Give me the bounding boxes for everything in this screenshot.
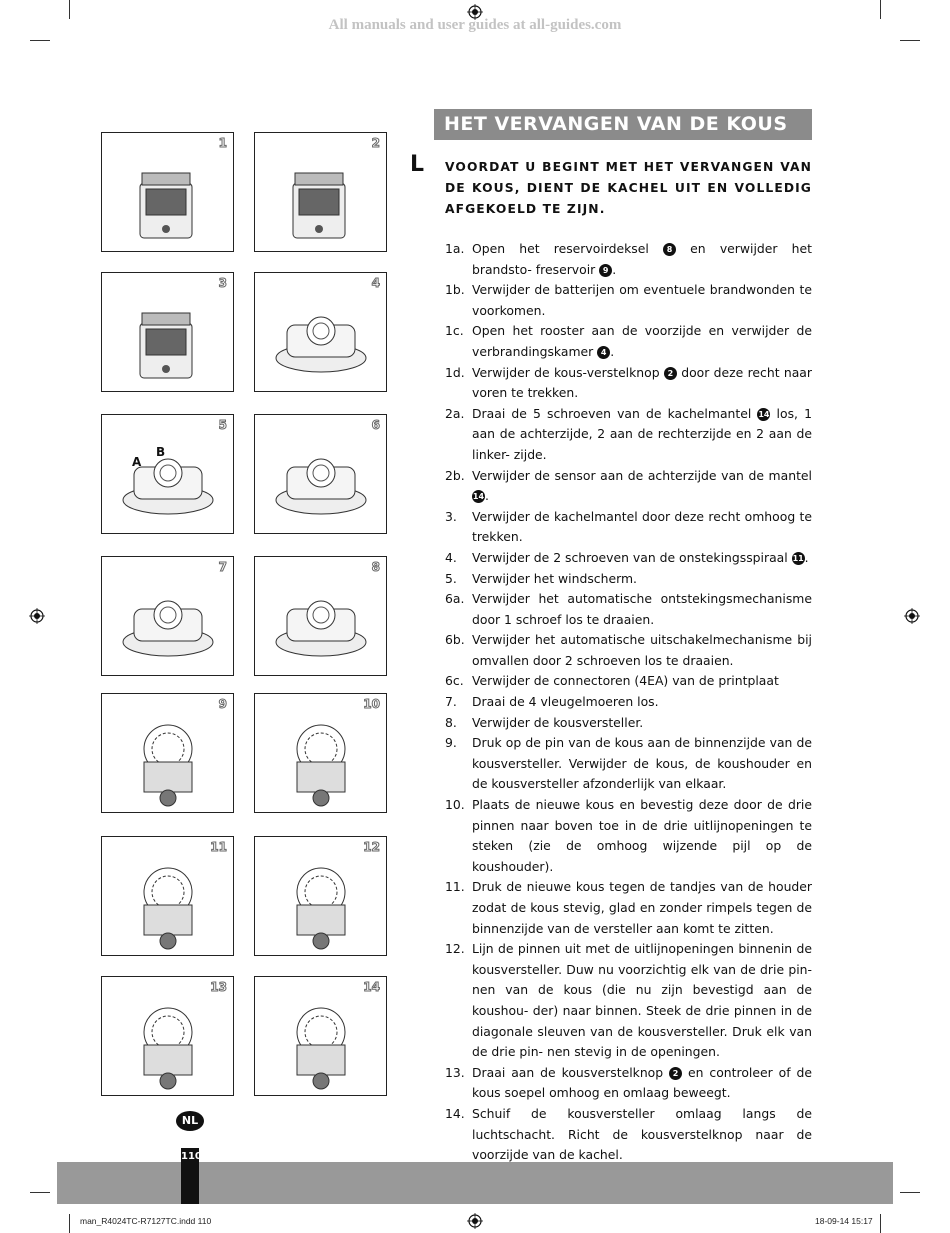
- figure-number: 13: [210, 980, 227, 994]
- step-text: en verwijder het brandsto- freservoir: [472, 241, 812, 277]
- figure-panel: [254, 836, 387, 956]
- part-number-badge: 2: [669, 1067, 682, 1080]
- step-number: 2b.: [445, 467, 465, 483]
- footer-file-name: man_R4024TC-R7127TC.indd 110: [80, 1216, 212, 1226]
- figure-panel: [101, 976, 234, 1096]
- step-text: .: [485, 488, 489, 504]
- registration-mark-icon: [29, 608, 45, 624]
- step-item: [445, 877, 812, 939]
- step-text: door deze recht naar voren te trekken.: [472, 364, 812, 401]
- figure-number: 1: [218, 136, 227, 150]
- step-number: 7.: [445, 694, 457, 710]
- crop-mark: [30, 40, 50, 41]
- step-item: [445, 363, 812, 404]
- crop-mark: [880, 0, 881, 19]
- step-number: 1a.: [445, 241, 465, 256]
- step-item: [445, 589, 812, 630]
- figure-illustration: [255, 133, 388, 253]
- figure-illustration: [255, 837, 388, 957]
- step-text: Draai de 5 schroeven van de kachelmantel: [472, 405, 758, 421]
- part-number-badge: 14: [758, 409, 770, 419]
- figure-panel: [254, 132, 387, 252]
- step-item: [445, 321, 812, 362]
- figure-number: 14: [363, 980, 380, 994]
- step-text: .: [804, 549, 809, 565]
- step-text: Plaats de nieuwe kous en bevestig deze door de drie pinnen naar boven toe in de drie uitlijnopeningen te steken (zie de omhoog wijzende pijl op de koushouder).: [472, 797, 812, 874]
- figure-panel: [101, 414, 234, 534]
- step-item: [445, 239, 812, 280]
- part-number-badge: 8: [663, 243, 676, 256]
- step-number: 9.: [445, 735, 457, 751]
- figure-panel: [101, 836, 234, 956]
- step-text: Schuif de kousversteller omlaag langs de luchtschacht. Richt de kousverstelknop naar de voorzijde van de kachel.: [472, 1105, 812, 1163]
- section-letter: L: [410, 152, 425, 177]
- step-number: 6a.: [445, 591, 465, 607]
- step-text: Draai de 4 vleugelmoeren los.: [472, 694, 659, 710]
- step-item: [445, 569, 812, 590]
- figure-number: 5: [218, 418, 227, 432]
- step-item: [445, 507, 812, 548]
- crop-mark: [30, 1192, 50, 1193]
- figure-panel: [254, 693, 387, 813]
- figure-number: 9: [218, 697, 227, 711]
- step-item: [445, 404, 812, 466]
- figure-illustration: [255, 977, 388, 1097]
- figure-number: 8: [371, 560, 380, 574]
- step-number: 14.: [445, 1105, 465, 1121]
- language-badge: NL: [176, 1111, 204, 1131]
- step-number: 6b.: [445, 632, 465, 648]
- registration-mark-icon: [467, 4, 483, 20]
- page-number: 110: [181, 1148, 199, 1204]
- figure-number: 10: [363, 697, 380, 711]
- part-number-badge: 9: [599, 264, 612, 277]
- step-text: los, 1 aan de achterzijde, 2 aan de rechterzijde en 2 aan de linker- zijde.: [472, 405, 812, 462]
- step-number: 1b.: [445, 282, 465, 298]
- crop-mark: [900, 1192, 920, 1193]
- step-text: Verwijder de batterijen om eventuele brandwonden te voorkomen.: [472, 282, 812, 318]
- step-number: 11.: [445, 879, 465, 895]
- step-item: [445, 280, 812, 321]
- step-text: Druk de nieuwe kous tegen de tandjes van de houder zodat de kous stevig, glad en zonder rimpels tegen de binnenzijde van de versteller aan komt te zitten.: [472, 879, 812, 936]
- figure-panel: [254, 414, 387, 534]
- intro-warning: VOORDAT U BEGINT MET HET VERVANGEN VAN DE KOUS, DIENT DE KACHEL UIT EN VOLLEDIG AFGEKOELD TE ZIJN.: [445, 160, 812, 216]
- step-item: [445, 713, 812, 734]
- step-number: 1c.: [445, 323, 464, 339]
- step-text: Verwijder de connectoren (4EA) van de printplaat: [472, 673, 779, 689]
- step-item: [445, 1063, 812, 1104]
- figure-panel: [101, 132, 234, 252]
- step-item: [445, 692, 812, 713]
- step-text: Verwijder de 2 schroeven van de onstekingsspiraal: [472, 549, 792, 565]
- figure-panel: [254, 976, 387, 1096]
- step-text: en controleer of de kous soepel omhoog en omlaag beweegt.: [472, 1064, 812, 1101]
- figure-number: 4: [371, 276, 380, 290]
- step-item: [445, 671, 812, 692]
- part-number-badge: 4: [597, 346, 610, 359]
- step-text: Verwijder het automatische uitschakelmechanisme bij omvallen door 2 schroeven los te draaien.: [472, 632, 812, 668]
- figure-illustration: [102, 415, 235, 535]
- figure-illustration: [102, 977, 235, 1097]
- crop-mark: [69, 1214, 70, 1233]
- step-item: [445, 795, 812, 877]
- step-item: [445, 733, 812, 795]
- figure-panel: [101, 272, 234, 392]
- figure-number: 11: [210, 840, 227, 854]
- step-text: Druk op de pin van de kous aan de binnenzijde van de kousversteller. Verwijder de kous, de koushouder en de kousversteller afzonderlijk van elkaar.: [472, 735, 812, 792]
- figure-panel: [101, 556, 234, 676]
- step-list: [445, 239, 812, 1166]
- step-text: Verwijder de sensor aan de achterzijde van de mantel: [472, 467, 812, 483]
- step-number: 6c.: [445, 673, 464, 689]
- figure-number: 7: [218, 560, 227, 574]
- crop-mark: [880, 1214, 881, 1233]
- part-number-badge: 14: [472, 492, 485, 502]
- crop-mark: [900, 40, 920, 41]
- step-text: Lijn de pinnen uit met de uitlijnopeningen binnenin de kousversteller. Duw nu voorzichtig elk van de drie pin- nen van de kous (die nu zijn bevestigd aan de koushou- der) naar binnen. Steek de drie pinnen in de diagonale sleuven van de kousversteller. Druk elk van de drie pin- nen stevig in de openingen.: [472, 941, 812, 1060]
- step-number: 5.: [445, 570, 457, 586]
- step-text: Open het reservoirdeksel: [472, 241, 663, 256]
- figure-illustration: [255, 415, 388, 535]
- step-text: .: [610, 343, 615, 359]
- figure-panel: [101, 693, 234, 813]
- step-text: Draai aan de kousverstelknop: [472, 1064, 670, 1080]
- figure-label: A: [132, 455, 142, 469]
- step-number: 12.: [445, 941, 465, 957]
- step-text: .: [612, 261, 617, 277]
- step-text: Verwijder de kachelmantel door deze recht omhoog te trekken.: [472, 508, 812, 545]
- step-item: [445, 548, 812, 569]
- step-number: 8.: [445, 714, 457, 730]
- figure-illustration: [102, 133, 235, 253]
- figure-number: 6: [371, 418, 380, 432]
- step-number: 4.: [445, 549, 457, 565]
- step-text: Verwijder het windscherm.: [472, 570, 637, 586]
- step-item: [445, 1104, 812, 1166]
- figure-number: 3: [218, 276, 227, 290]
- part-number-badge: 11: [792, 553, 804, 563]
- figure-number: 2: [371, 136, 380, 150]
- figure-label: B: [156, 445, 166, 459]
- step-number: 1d.: [445, 364, 465, 380]
- step-item: [445, 466, 812, 507]
- step-item: [445, 630, 812, 671]
- figure-illustration: [255, 557, 388, 677]
- part-number-badge: 2: [664, 367, 677, 380]
- step-text: Verwijder het automatische ontstekingsmechanisme door 1 schroef los te draaien.: [472, 591, 812, 627]
- step-text: Verwijder de kousversteller.: [472, 714, 644, 730]
- step-text: Open het rooster aan de voorzijde en verwijder de verbrandingskamer: [472, 323, 812, 359]
- figure-number: 12: [363, 840, 380, 854]
- step-number: 10.: [445, 797, 465, 813]
- step-number: 3.: [445, 508, 457, 524]
- footer-date: 18-09-14 15:17: [815, 1216, 873, 1226]
- figure-illustration: [102, 837, 235, 957]
- watermark: All manuals and user guides at all-guides.com: [328, 17, 622, 33]
- figure-panel: [254, 556, 387, 676]
- figure-illustration: [102, 557, 235, 677]
- registration-mark-icon: [467, 1213, 483, 1229]
- figure-illustration: [102, 273, 235, 393]
- step-number: 2a.: [445, 405, 465, 421]
- registration-mark-icon: [904, 608, 920, 624]
- step-text: Verwijder de kous-verstelknop: [472, 364, 664, 380]
- step-number: 13.: [445, 1064, 465, 1080]
- figure-illustration: [102, 694, 235, 814]
- figure-illustration: [255, 273, 388, 393]
- figure-panel: [254, 272, 387, 392]
- figure-illustration: [255, 694, 388, 814]
- step-item: [445, 939, 812, 1063]
- section-title: HET VERVANGEN VAN DE KOUS: [434, 109, 812, 140]
- crop-mark: [69, 0, 70, 19]
